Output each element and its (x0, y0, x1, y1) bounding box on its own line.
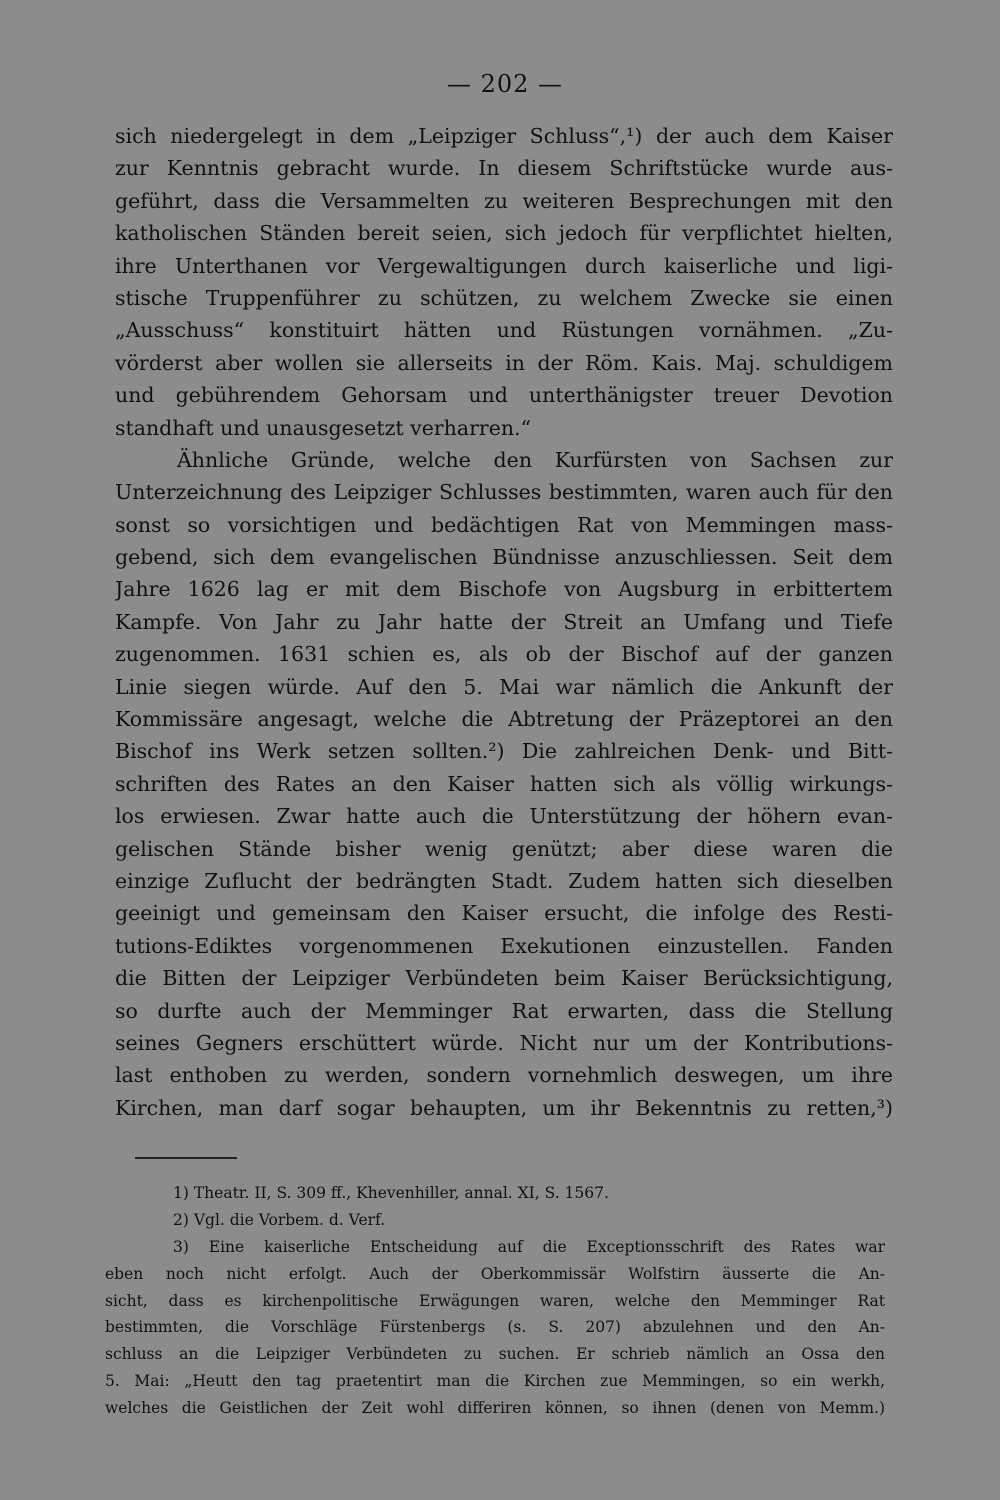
body-line: Kommissäre angesagt, welche die Abtretung der Präzeptorei an den (115, 707, 893, 732)
body-line: last enthoben zu werden, sondern vornehmlich deswegen, um ihre (115, 1063, 893, 1088)
body-line: „Ausschuss“ konstituirt hätten und Rüstungen vornähmen. „Zu- (115, 318, 893, 343)
footnote-divider (135, 1157, 237, 1159)
body-line: vörderst aber wollen sie allerseits in der Röm. Kais. Maj. schuldigem (115, 350, 893, 375)
page-number: — 202 — (446, 70, 564, 98)
body-line: los erwiesen. Zwar hatte auch die Unterstützung der höhern evan- (115, 804, 893, 829)
footnote-2: 2) Vgl. die Vorbem. d. Verf. (173, 1210, 386, 1229)
body-line: Kirchen, man darf sogar behaupten, um ihr Bekenntnis zu retten,³) (115, 1095, 893, 1120)
paragraph-start-line: Ähnliche Gründe, welche den Kurfürsten von Sachsen zur (177, 447, 893, 472)
footnote-3-continued: sicht, dass es kirchenpolitische Erwägungen waren, welche den Memminger Rat (105, 1291, 885, 1310)
body-line: und gebührendem Gehorsam und unterthänigster treuer Devotion (115, 383, 893, 408)
body-line: gelischen Stände bisher wenig genützt; aber diese waren die (115, 836, 893, 861)
body-line: zur Kenntnis gebracht wurde. In diesem Schriftstücke wurde aus- (115, 156, 893, 181)
body-line: Kampfe. Von Jahr zu Jahr hatte der Streit an Umfang und Tiefe (115, 609, 893, 634)
body-line: schriften des Rates an den Kaiser hatten sich als völlig wirkungs- (115, 771, 893, 796)
footnote-3: 3) Eine kaiserliche Entscheidung auf die Exceptionsschrift des Rates war (173, 1237, 885, 1256)
body-line: Jahre 1626 lag er mit dem Bischofe von Augsburg in erbittertem (115, 577, 893, 602)
body-line: seines Gegners erschüttert würde. Nicht nur um der Kontributions- (115, 1030, 893, 1055)
footnote-3-continued: bestimmten, die Vorschläge Fürstenbergs (s. S. 207) abzulehnen und den An- (105, 1318, 885, 1337)
body-line: geeinigt und gemeinsam den Kaiser ersucht, die infolge des Resti- (115, 901, 893, 926)
body-line: Linie siegen würde. Auf den 5. Mai war nämlich die Ankunft der (115, 674, 893, 699)
body-line: standhaft und unausgesetzt verharren.“ (115, 415, 532, 440)
body-line: geführt, dass die Versammelten zu weiteren Besprechungen mit den (115, 188, 893, 213)
body-line: Unterzeichnung des Leipziger Schlusses bestimmten, waren auch für den (115, 480, 893, 505)
body-line: einzige Zuflucht der bedrängten Stadt. Zudem hatten sich dieselben (115, 868, 893, 893)
footnote-3-continued: 5. Mai: „Heutt den tag praetentirt man die Kirchen zue Memmingen, so ein werkh, (105, 1372, 885, 1391)
body-text (115, 120, 893, 1124)
body-line: Bischof ins Werk setzen sollten.²) Die zahlreichen Denk- und Bitt- (115, 739, 893, 764)
footnote-3-continued: schluss an die Leipziger Verbündeten zu suchen. Er schrieb nämlich an Ossa den (105, 1345, 885, 1364)
body-line: sich niedergelegt in dem „Leipziger Schluss“,¹) der auch dem Kaiser (115, 124, 893, 148)
body-line: tutions-Ediktes vorgenommenen Exekutionen einzustellen. Fanden (115, 933, 893, 958)
body-line: ihre Unterthanen vor Vergewaltigungen durch kaiserliche und ligi- (115, 253, 893, 278)
body-line: die Bitten der Leipziger Verbündeten beim Kaiser Berücksichtigung, (115, 966, 893, 991)
body-line: gebend, sich dem evangelischen Bündnisse anzuschliessen. Seit dem (115, 545, 893, 570)
body-line: sonst so vorsichtigen und bedächtigen Rat von Memmingen mass- (115, 512, 893, 537)
footnote-1: 1) Theatr. II, S. 309 ff., Khevenhiller, annal. XI, S. 1567. (173, 1184, 609, 1202)
footnote-3-continued: eben noch nicht erfolgt. Auch der Oberkommissär Wolfstirn äusserte die An- (105, 1264, 885, 1283)
body-line: so durfte auch der Memminger Rat erwarten, dass die Stellung (115, 998, 893, 1023)
footnote-3-continued: welches die Geistlichen der Zeit wohl differiren können, so ihnen (denen von Memm.) (105, 1399, 885, 1418)
body-line: katholischen Ständen bereit seien, sich jedoch für verpflichtet hielten, (115, 221, 893, 246)
footnotes (105, 1180, 885, 1422)
body-line: stische Truppenführer zu schützen, zu welchem Zwecke sie einen (115, 285, 893, 310)
body-line: zugenommen. 1631 schien es, als ob der Bischof auf der ganzen (115, 642, 893, 667)
